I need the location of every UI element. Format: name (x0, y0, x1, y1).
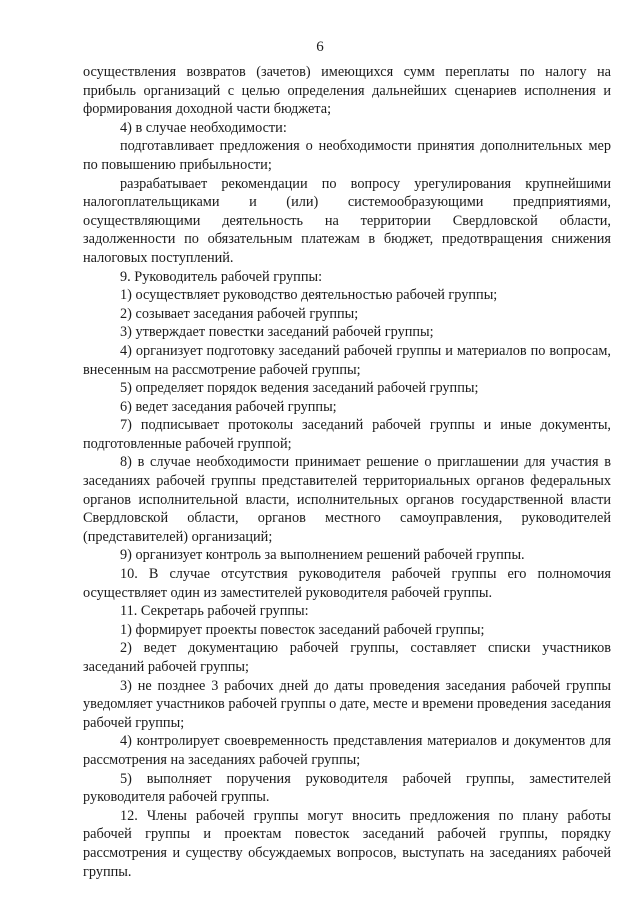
paragraph: 7) подписывает протоколы заседаний рабочей группы и иные документы, подготовленные рабочей группой; (83, 417, 611, 452)
paragraph: 1) осуществляет руководство деятельностью рабочей группы; (120, 287, 498, 304)
page-number: 6 (316, 39, 324, 55)
document-body (83, 63, 611, 881)
paragraph: 9) организует контроль за выполнением решений рабочей группы. (120, 547, 525, 564)
section-heading-9: 9. Руководитель рабочей группы: (120, 268, 323, 285)
paragraph: подготавливает предложения о необходимости принятия дополнительных мер по повышению прибыльности; (83, 138, 611, 173)
paragraph: 4) организует подготовку заседаний рабочей группы и материалов по вопросам, внесенным на рассмотрение рабочей группы; (83, 342, 611, 378)
paragraph: 8) в случае необходимости принимает решение о приглашении для участия в заседаниях рабочей группы представителей территориальных органов федеральных органов исполнительной власти, исполнительных органов государственной власти Свердловской области, органов местного самоуправления, руководителей (представителей) организаций; (83, 454, 611, 545)
paragraph: 4) контролирует своевременность представления материалов и документов для рассмотрения на заседаниях рабочей группы; (83, 733, 611, 768)
paragraph: 5) выполняет поручения руководителя рабочей группы, заместителей руководителя рабочей группы. (83, 770, 611, 806)
section-heading-11: 11. Секретарь рабочей группы: (120, 603, 309, 620)
paragraph: 4) в случае необходимости: (120, 119, 287, 136)
paragraph: 2) ведет документацию рабочей группы, составляет списки участников заседаний рабочей группы; (83, 640, 611, 675)
paragraph: разрабатывает рекомендации по вопросу урегулирования крупнейшими налогоплательщиками и (или) системообразующими предприятиями, осуществляющими деятельность на территории Свердловской области, задолженности по обязательным платежам в бюджет, предотвращения снижения налоговых поступлений. (83, 175, 611, 266)
paragraph: 3) утверждает повестки заседаний рабочей группы; (120, 324, 434, 341)
paragraph: 1) формирует проекты повесток заседаний рабочей группы; (120, 621, 485, 638)
paragraph-continuation: осуществления возвратов (зачетов) имеющихся сумм переплаты по налогу на прибыль организаций с целью определения дальнейших сценариев исполнения и формирования доходной части бюджета; (83, 64, 611, 118)
paragraph: 6) ведет заседания рабочей группы; (120, 398, 337, 415)
section-10: 10. В случае отсутствия руководителя рабочей группы его полномочия осуществляет один из заместителей руководителя рабочей группы. (83, 566, 611, 601)
section-12: 12. Члены рабочей группы могут вносить предложения по плану работы рабочей группы и проектам повесток заседаний рабочей группы, порядку рассмотрения и существу обсуждаемых вопросов, выступать на заседаниях рабочей группы. (83, 807, 611, 880)
paragraph: 5) определяет порядок ведения заседаний рабочей группы; (120, 380, 479, 397)
paragraph: 3) не позднее 3 рабочих дней до даты проведения заседания рабочей группы уведомляет участников рабочей группы о дате, месте и времени проведения заседания рабочей группы; (83, 677, 611, 731)
paragraph: 2) созывает заседания рабочей группы; (120, 305, 359, 322)
